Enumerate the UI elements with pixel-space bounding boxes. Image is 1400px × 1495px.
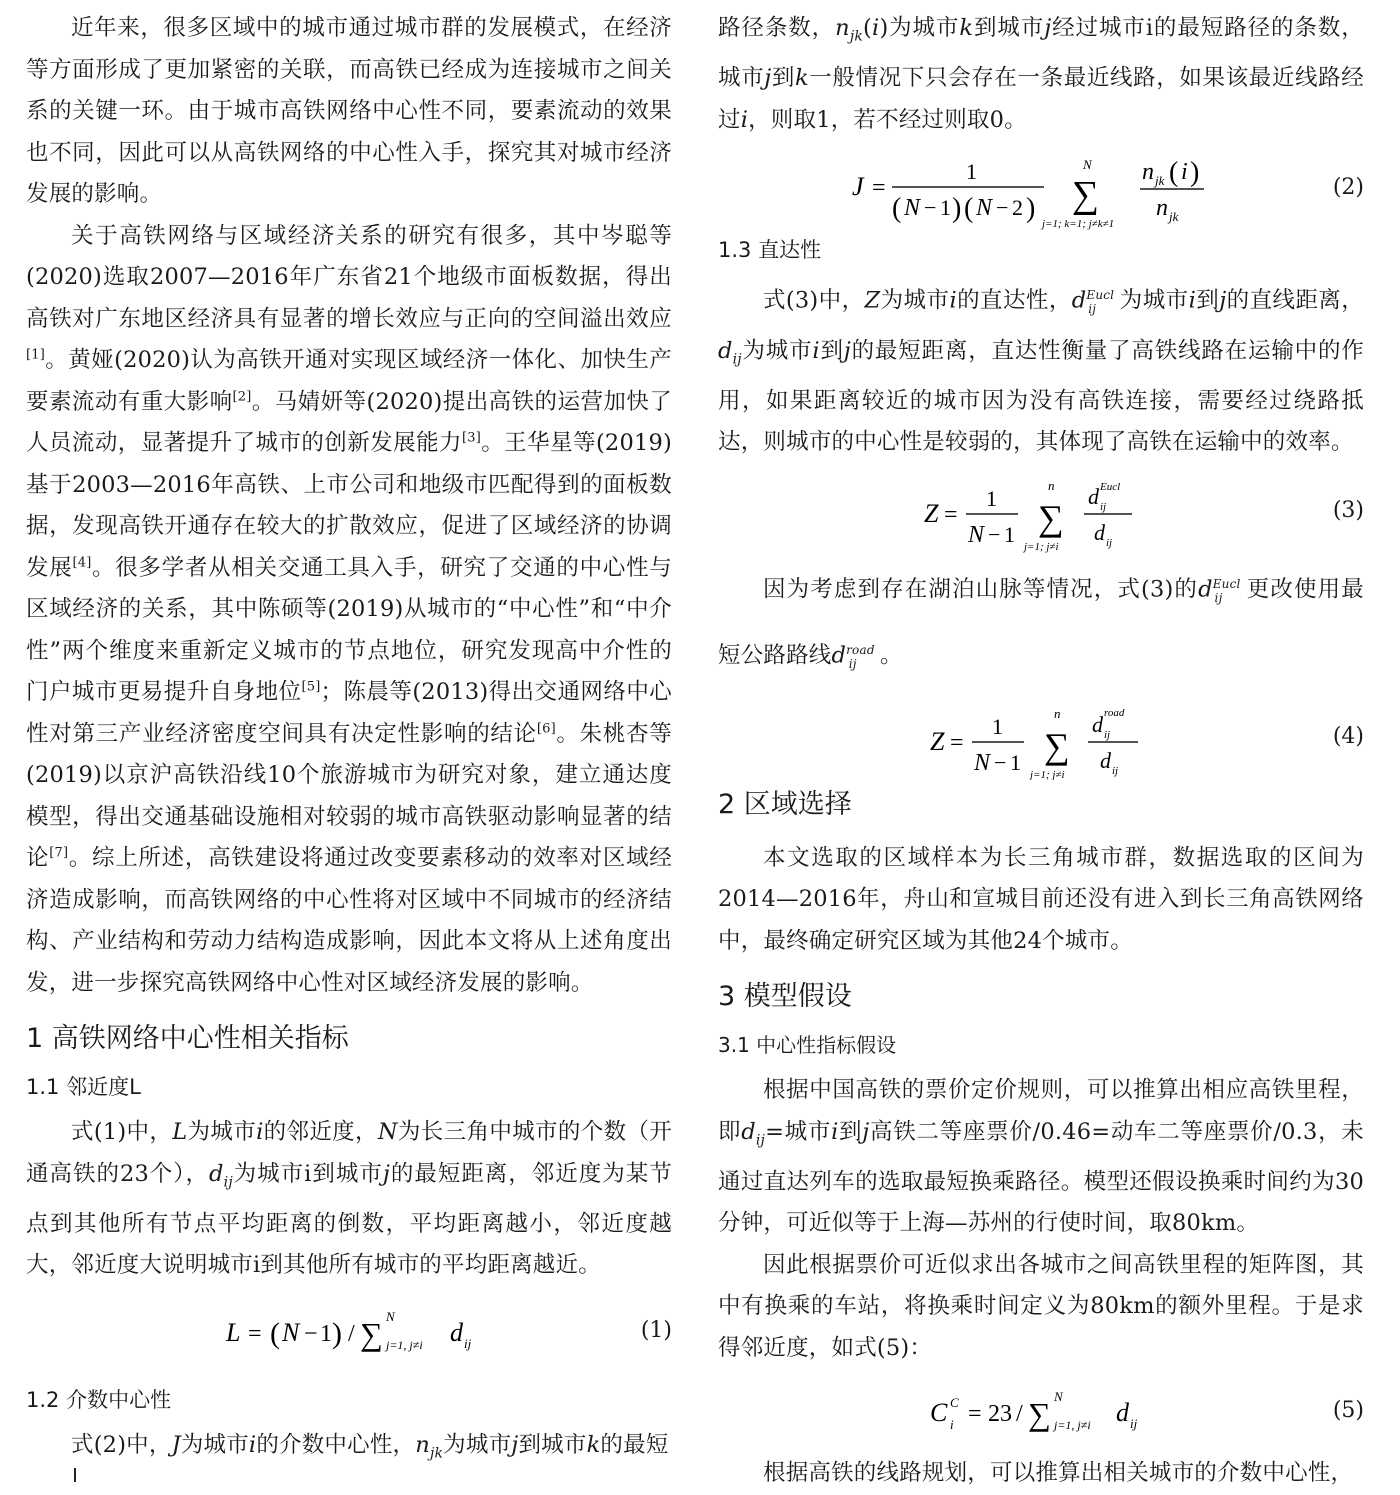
eq5-equals: = [968,1401,982,1427]
eq3-Z: Z [924,498,939,528]
equation-3 [718,468,1364,554]
paragraph-road-route [718,558,1364,690]
betw-var-n: n [415,1431,430,1458]
equation-4 [718,694,1364,780]
eq3-minus: − [988,521,1001,547]
eq4-num-one: 1 [992,713,1003,739]
paragraph-assumptions [718,1070,1364,1245]
eq1-sum-lower: j=1, j≠i [386,1337,423,1352]
eq1-d-sub: ij [464,1335,472,1351]
eq3-sum: ∑ [1038,497,1064,538]
eq1-L: L [226,1317,241,1347]
dir-var-d-eucl-sup: Eucl [1086,288,1115,302]
eq3-den-one: 1 [1004,521,1015,547]
dir-var-j2: j [843,337,851,364]
eq1-one: 1 [320,1320,332,1347]
dir-var-i: i [949,287,957,314]
road-var-d-eucl-sup: Eucl [1212,576,1241,591]
betw-var-n-sub: jk [429,1445,444,1461]
asm-var-i: i [831,1118,839,1145]
citation-3: [3] [461,430,481,446]
eq2-J: J [852,172,864,201]
equation-2-formula [718,145,1364,231]
section-1-3-heading: 1.3 直达性 [718,238,822,262]
asm-var-d-sub: ij [755,1132,766,1148]
asm-g: 高铁二等座票价/0.46=动车二等座票价/0.3，未通过直达列车的选取最短换乘路径。模型还假设换乘时间约为30分钟，可近似等于上海—苏州的行使时间，取80km。 [718,1118,1365,1236]
road-var-d-road: d [831,642,847,668]
eq1-N: N [282,1317,300,1347]
eq4-den-one: 1 [1010,749,1021,775]
lit-text-c: 。马婧妍等(2020)提出高铁的运营加快了人员流动，显著提升了城市的创新发展能力 [26,388,672,456]
eq2-num-n-sub: jk [1155,173,1165,188]
bc-m: 一般情况下只会存在一条最近线路，如果该最近线路经过 [718,65,1364,133]
eq2-den-n-sub: jk [1169,209,1179,224]
lit-text-e: 。很多学者从相关交通工具入手，研究了交通的中心性与区域经济的关系，其中陈硕等(2019)从城市的“中心性”和“中介性”两个维度来重新定义城市的节点地位，研究发现高中介性的门户城市更易提升自身地位 [26,554,672,705]
bc-var-n: n [835,15,850,41]
citation-5: [5] [301,679,321,695]
page-edge-mark [74,1468,76,1482]
eq1-slash: / [348,1320,355,1347]
eq1-sum-upper: N [386,1308,395,1324]
eq2-lp2: ( [964,193,974,224]
prox-a: 式(1)中， [71,1119,173,1145]
eq2-minus1: − [924,195,937,220]
eq5-d-sub: ij [1130,1416,1138,1431]
citation-4: [4] [72,555,92,570]
betw-a: 式(2)中， [71,1431,172,1458]
eq4-N: N [974,749,991,776]
section-1-1-heading: 1.1 邻近度L [26,1075,141,1099]
prox-i: 为城市i到城市 [232,1160,383,1187]
prox-var-i: i [256,1119,264,1145]
dir-e: 的直达性， [956,287,1072,314]
prox-var-L: L [172,1119,188,1145]
bc-var-i: i [872,15,880,41]
road-b: 更改使用最短公路路线 [718,576,1365,668]
left-column [26,8,672,1475]
eq5-d: d [1116,1398,1129,1427]
eq3-sum-upper: n [1048,477,1055,493]
dir-l: 为城市 [741,337,813,364]
eq2-lp1: ( [892,193,902,224]
prox-var-d: d [209,1160,224,1187]
eq5-C-sub: i [950,1417,954,1432]
eq5-C-sup: C [950,1395,959,1410]
betw-var-J: J [171,1431,181,1458]
eq2-rp1: ) [952,193,962,224]
bc-o: ，则取1，若不经过则取0。 [748,106,1027,133]
asm-a: 根据中国高铁的票价定价规则，可以推算出相应高铁里程，即 [718,1077,1364,1145]
equation-3-number: (3) [1332,497,1364,523]
eq3-num-d-sub: ij [1100,500,1107,513]
dir-j: 的直线距离， [1226,287,1365,314]
bc-a: 路径条数， [718,15,836,41]
paragraph-intro-text: 近年来，很多区域中的城市通过城市群的发展模式，在经济等方面形成了更加紧密的关联，而高铁已经成为连接城市之间关系的关键一环。由于城市高铁网络中心性不同，要素流动的效果也不同，因此可以从高铁网络的中心性入手，探究其对城市经济发展的影响。 [26,15,672,207]
equation-5 [718,1373,1364,1449]
bc-i: 经过城市i的最短路径的条数，城市 [718,15,1364,91]
betw-k: 的最短 [600,1431,669,1458]
eq3-den-d: d [1094,519,1105,545]
eq2-rp2: ) [1026,193,1036,224]
eq2-two: 2 [1012,195,1023,220]
paragraph-literature [26,216,672,1005]
eq2-num-i: i [1181,159,1188,185]
eq1-equals: = [248,1320,262,1347]
dir-var-Z: Z [864,287,881,314]
eq2-N1: N [904,195,921,221]
prox-k: 的最短距离，邻近度为某节点到其他所有节点平均距离的倒数，平均距离越小，邻近度越大，邻近度大说明城市i到其他所有城市的平均距离越近。 [26,1160,672,1278]
bc-var-j2: j [764,65,772,91]
lit-text-f: ；陈晨等(2013)得出交通网络中心性对第三产业经济密度空间具有决定性影响的结论 [26,679,672,747]
equation-5-formula [718,1373,1364,1449]
right-column [718,8,1364,1495]
section-3-1-heading: 3.1 中心性指标假设 [718,1033,897,1057]
paragraph-proximity [26,1112,672,1287]
betw-i: 到城市 [518,1431,587,1458]
betw-var-k: k [586,1431,601,1458]
lit-text-d: 。王华星等(2019)基于2003—2016年高铁、上市公司和地级市匹配得到的面板数据，发现高铁开通存在较大的扩散效应，促进了区域经济的协调发展 [26,430,672,581]
eq4-num-d: d [1092,711,1103,737]
dir-var-d-sub: ij [732,351,742,367]
betw-var-j: j [511,1431,519,1458]
matrix-text: 因此根据票价可近似求出各城市之间高铁里程的矩阵图，其中有换乘的车站，将换乘时间定义为80km的额外里程。于是求得邻近度，如式(5)： [718,1251,1364,1361]
eq2-one: 1 [940,195,951,220]
region-text: 本文选取的区域样本为长三角城市群，数据选取的区间为2014—2016年，舟山和宣城目前还没有进入到长三角高铁网络中，最终确定研究区域为其他24个城市。 [718,844,1364,954]
bc-var-n-sub: jk [849,28,864,45]
eq2-num-one: 1 [966,159,977,184]
citation-6: [6] [536,721,556,736]
eq3-equals: = [944,501,958,528]
eq4-equals: = [950,729,964,756]
eq5-C: C [930,1398,948,1427]
section-2-heading: 2 区域选择 [718,788,852,820]
asm-var-d: d [741,1118,756,1145]
prox-var-N: N [377,1119,398,1145]
citation-2: [2] [232,389,252,404]
eq1-sum: ∑ [360,1315,383,1352]
prox-g: 为长三角中城市的个数（开通高铁的23个）， [26,1119,672,1187]
dir-h: 到 [1196,287,1220,314]
paragraph-final [718,1453,1364,1495]
paragraph-directness [718,275,1364,464]
betw-e: 的介数中心性， [256,1431,416,1458]
eq1-rparen: ) [332,1316,342,1350]
dir-var-j: j [1219,287,1227,314]
prox-var-d-sub: ij [223,1174,233,1190]
road-var-d-road-sub: ij [848,656,857,671]
eq2-minus2: − [996,195,1009,220]
eq4-num-d-sup: road [1104,706,1125,719]
asm-e: 到 [838,1118,863,1145]
paragraph-betweenness-cont [718,8,1364,141]
equation-1-formula [26,1291,672,1371]
eq2-equals: = [872,175,886,201]
bc-g: 到城市 [973,15,1045,41]
bc-k: 到 [771,65,796,91]
lit-text-a: 关于高铁网络与区域经济关系的研究有很多，其中岑聪等(2020)选取2007—2016年广东省21个地级市面板数据，得出高铁对广东地区经济具有显著的增长效应与正向的空间溢出效应 [26,222,672,332]
eq5-23: 23 [988,1401,1012,1427]
eq1-minus: − [304,1320,318,1347]
equation-2 [718,145,1364,231]
betw-var-i: i [248,1431,257,1458]
equation-3-formula [718,468,1364,554]
paragraph-region [718,838,1364,963]
bc-e: )为城市 [879,15,960,41]
eq2-sum: ∑ [1072,174,1100,216]
road-var-d-eucl-sub: ij [1214,590,1223,605]
eq3-num-one: 1 [986,485,997,511]
eq3-num-d: d [1088,483,1099,509]
eq5-sum: ∑ [1028,1396,1051,1432]
eq2-den-n: n [1156,195,1168,221]
paragraph-betweenness [26,1425,672,1475]
dir-var-d: d [718,337,733,364]
betw-g: 为城市 [443,1431,512,1458]
equation-1 [26,1291,672,1371]
eq4-num-d-sub: ij [1104,728,1111,741]
section-1-heading: 1 高铁网络中心性相关指标 [26,1023,349,1054]
bc-c: ( [863,15,873,41]
eq4-sum: ∑ [1044,725,1070,766]
prox-c: 为城市 [187,1119,257,1145]
dir-p: 的最短距离，直达性衡量了高铁线路在运输中的作用，如果距离较近的城市因为没有高铁连接，需要经过绕路抵达，则城市的中心性是较弱的，其体现了高铁在运输中的效率。 [718,337,1365,455]
dir-c: 为城市 [880,287,950,314]
eq2-sum-upper: N [1083,157,1092,172]
eq3-den-d-sub: ij [1106,536,1113,549]
lit-text-h: 。综上所述，高铁建设将通过改变要素移动的效率对区域经济造成影响，而高铁网络的中心性将对区域中不同城市的经济结构、产业结构和劳动力结构造成影响，因此本文将从上述角度出发，进一步探究高铁网络中心性对区域经济发展的影响。 [26,845,673,996]
asm-var-j: j [862,1118,870,1145]
eq4-sum-upper: n [1054,705,1061,721]
paragraph-matrix [718,1245,1364,1370]
eq4-Z: Z [930,726,945,756]
equation-4-formula [718,694,1364,780]
eq2-num-rp: ) [1190,157,1200,188]
eq3-sum-lower: j=1; j≠i [1024,540,1059,553]
prox-e: 的邻近度， [263,1119,378,1145]
bc-var-i2: i [740,106,749,133]
eq4-den-d: d [1100,747,1111,773]
bc-var-k2: k [795,65,809,91]
betw-c: 为城市 [180,1431,249,1458]
eq1-d: d [450,1317,463,1347]
dir-a: 式(3)中， [763,287,865,314]
final-text: 根据高铁的线路规划，可以推算出相关城市的介数中心性， [763,1460,1354,1486]
section-1-2-heading: 1.2 介数中心性 [26,1387,172,1412]
road-a: 因为考虑到存在湖泊山脉等情况，式(3)的 [763,576,1199,602]
section-3-heading: 3 模型假设 [718,981,852,1012]
equation-2-number: (2) [1332,175,1364,200]
dir-var-i3: i [812,337,820,364]
lit-text-g: 。朱桃杏等(2019)以京沪高铁沿线10个旅游城市为研究对象，建立通达度模型，得出交通基础设施相对较弱的城市高铁驱动影响显著的结论 [26,720,672,871]
bc-var-j: j [1044,15,1052,41]
paragraph-intro [26,8,672,216]
dir-var-i2: i [1188,287,1197,314]
dir-f: 为城市 [1112,287,1189,314]
eq2-N2: N [976,195,993,221]
citation-7: [7] [49,845,69,861]
eq3-N: N [968,521,985,548]
lit-text-b: 。黄娅(2020)认为高铁开通对实现区域经济一体化、加快生产要素流动有重大影响 [26,347,672,415]
eq5-slash: / [1016,1401,1023,1427]
eq2-sum-lower: j=1; k=1; j≠k≠1 [1042,218,1115,230]
eq1-lparen: ( [270,1316,280,1350]
bc-var-k: k [959,15,974,41]
eq4-den-d-sub: ij [1112,764,1119,777]
road-var-d-eucl: d [1198,576,1213,602]
dir-var-d-eucl-sub: ij [1088,302,1097,316]
dir-var-d-eucl: d [1071,287,1087,314]
dir-n: 到 [819,337,844,364]
eq2-num-n: n [1142,159,1154,185]
road-c: 。 [872,642,903,668]
equation-5-number: (5) [1332,1398,1364,1423]
citation-1: [1] [26,347,46,363]
eq5-sum-lower: j=1, j≠i [1054,1418,1091,1432]
eq5-sum-upper: N [1054,1389,1063,1404]
prox-var-j: j [382,1160,391,1187]
eq3-num-d-sup: Eucl [1100,480,1121,493]
eq4-minus: − [994,749,1007,775]
eq4-sum-lower: j=1; j≠i [1030,768,1065,780]
eq2-num-lp: ( [1169,157,1179,188]
equation-4-number: (4) [1332,723,1364,749]
road-var-d-road-sup: road [846,642,875,657]
asm-c: =城市 [765,1118,832,1145]
equation-1-number: (1) [640,1317,672,1343]
